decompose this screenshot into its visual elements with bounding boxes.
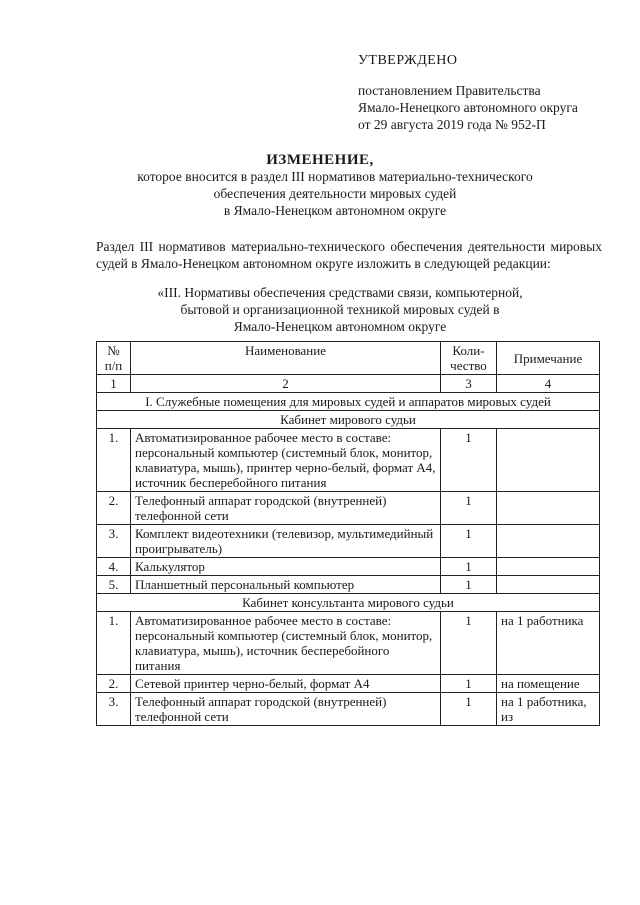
subtitle-line-1: которое вносится в раздел III нормативов материально-технического xyxy=(137,169,533,184)
group-2-title: Кабинет консультанта мирового судьи xyxy=(97,594,600,612)
table-row xyxy=(97,675,600,693)
row-num: 4. xyxy=(97,558,131,576)
row-qty: 1 xyxy=(441,525,497,558)
row-note: на помещение xyxy=(497,675,600,693)
table-row xyxy=(97,429,600,492)
row-qty: 1 xyxy=(441,429,497,492)
group-row xyxy=(97,411,600,429)
table-row xyxy=(97,525,600,558)
table-row xyxy=(97,576,600,594)
row-name: Телефонный аппарат городской (внутренней) телефонной сети xyxy=(131,693,441,726)
approval-title: УТВЕРЖДЕНО xyxy=(358,53,458,68)
row-qty: 1 xyxy=(441,612,497,675)
row-num: 1. xyxy=(97,429,131,492)
table-row xyxy=(97,558,600,576)
document-heading: ИЗМЕНЕНИЕ, xyxy=(266,152,374,168)
table-row xyxy=(97,693,600,726)
row-qty: 1 xyxy=(441,675,497,693)
section-row xyxy=(97,393,600,411)
row-note xyxy=(497,558,600,576)
header-qty: Коли-чество xyxy=(441,342,497,375)
norms-table xyxy=(96,341,600,726)
row-name: Планшетный персональный компьютер xyxy=(131,576,441,594)
section-title-line-1: «III. Нормативы обеспечения средствами связи, компьютерной, xyxy=(157,285,523,300)
row-note xyxy=(497,525,600,558)
row-qty: 1 xyxy=(441,693,497,726)
row-qty: 1 xyxy=(441,576,497,594)
approval-line-2: Ямало-Ненецкого автономного округа xyxy=(358,100,578,115)
section-title-line-2: бытовой и организационной техникой мировых судей в xyxy=(180,302,500,317)
table-row xyxy=(97,492,600,525)
table-row xyxy=(97,612,600,675)
column-number-row xyxy=(97,375,600,393)
header-note: Примечание xyxy=(497,342,600,375)
row-num: 2. xyxy=(97,675,131,693)
row-note: на 1 работника, из xyxy=(497,693,600,726)
row-num: 5. xyxy=(97,576,131,594)
row-name: Автоматизированное рабочее место в составе: персональный компьютер (системный блок, монитор, клавиатура, мышь), источник бесперебойного питания xyxy=(131,612,441,675)
row-note xyxy=(497,576,600,594)
row-name: Автоматизированное рабочее место в составе: персональный компьютер (системный блок, монитор, клавиатура, мышь), принтер черно-белый, формат А4, источник бесперебойного питания xyxy=(131,429,441,492)
subtitle-line-2: обеспечения деятельности мировых судей xyxy=(213,186,457,201)
group-row xyxy=(97,594,600,612)
subtitle-line-3: в Ямало-Ненецком автономном округе xyxy=(223,203,447,218)
col-number-4: 4 xyxy=(497,375,600,393)
row-num: 3. xyxy=(97,525,131,558)
row-name: Калькулятор xyxy=(131,558,441,576)
approval-line-3: от 29 августа 2019 года № 952-П xyxy=(358,117,546,132)
body-paragraph: Раздел III нормативов материально-технического обеспечения деятельности мировых судей в Ямало-Ненецком автономном округе изложить в следующей редакции: xyxy=(96,239,602,271)
group-1-title: Кабинет мирового судьи xyxy=(97,411,600,429)
row-qty: 1 xyxy=(441,492,497,525)
table-header-row xyxy=(97,342,600,375)
row-note xyxy=(497,429,600,492)
header-name: Наименование xyxy=(131,342,441,375)
col-number-2: 2 xyxy=(131,375,441,393)
section-title-line-3: Ямало-Ненецком автономном округе xyxy=(233,319,447,334)
col-number-3: 3 xyxy=(441,375,497,393)
section-title xyxy=(120,284,560,335)
header-num: № п/п xyxy=(97,342,131,375)
row-name: Телефонный аппарат городской (внутренней) телефонной сети xyxy=(131,492,441,525)
row-name: Сетевой принтер черно-белый, формат А4 xyxy=(131,675,441,693)
document-subtitle xyxy=(100,168,570,219)
row-qty: 1 xyxy=(441,558,497,576)
row-num: 1. xyxy=(97,612,131,675)
section-1-title: I. Служебные помещения для мировых судей и аппаратов мировых судей xyxy=(97,393,600,411)
col-number-1: 1 xyxy=(97,375,131,393)
row-name: Комплект видеотехники (телевизор, мультимедийный проигрыватель) xyxy=(131,525,441,558)
row-num: 3. xyxy=(97,693,131,726)
row-note: на 1 работника xyxy=(497,612,600,675)
row-note xyxy=(497,492,600,525)
approval-line-1: постановлением Правительства xyxy=(358,83,541,98)
row-num: 2. xyxy=(97,492,131,525)
